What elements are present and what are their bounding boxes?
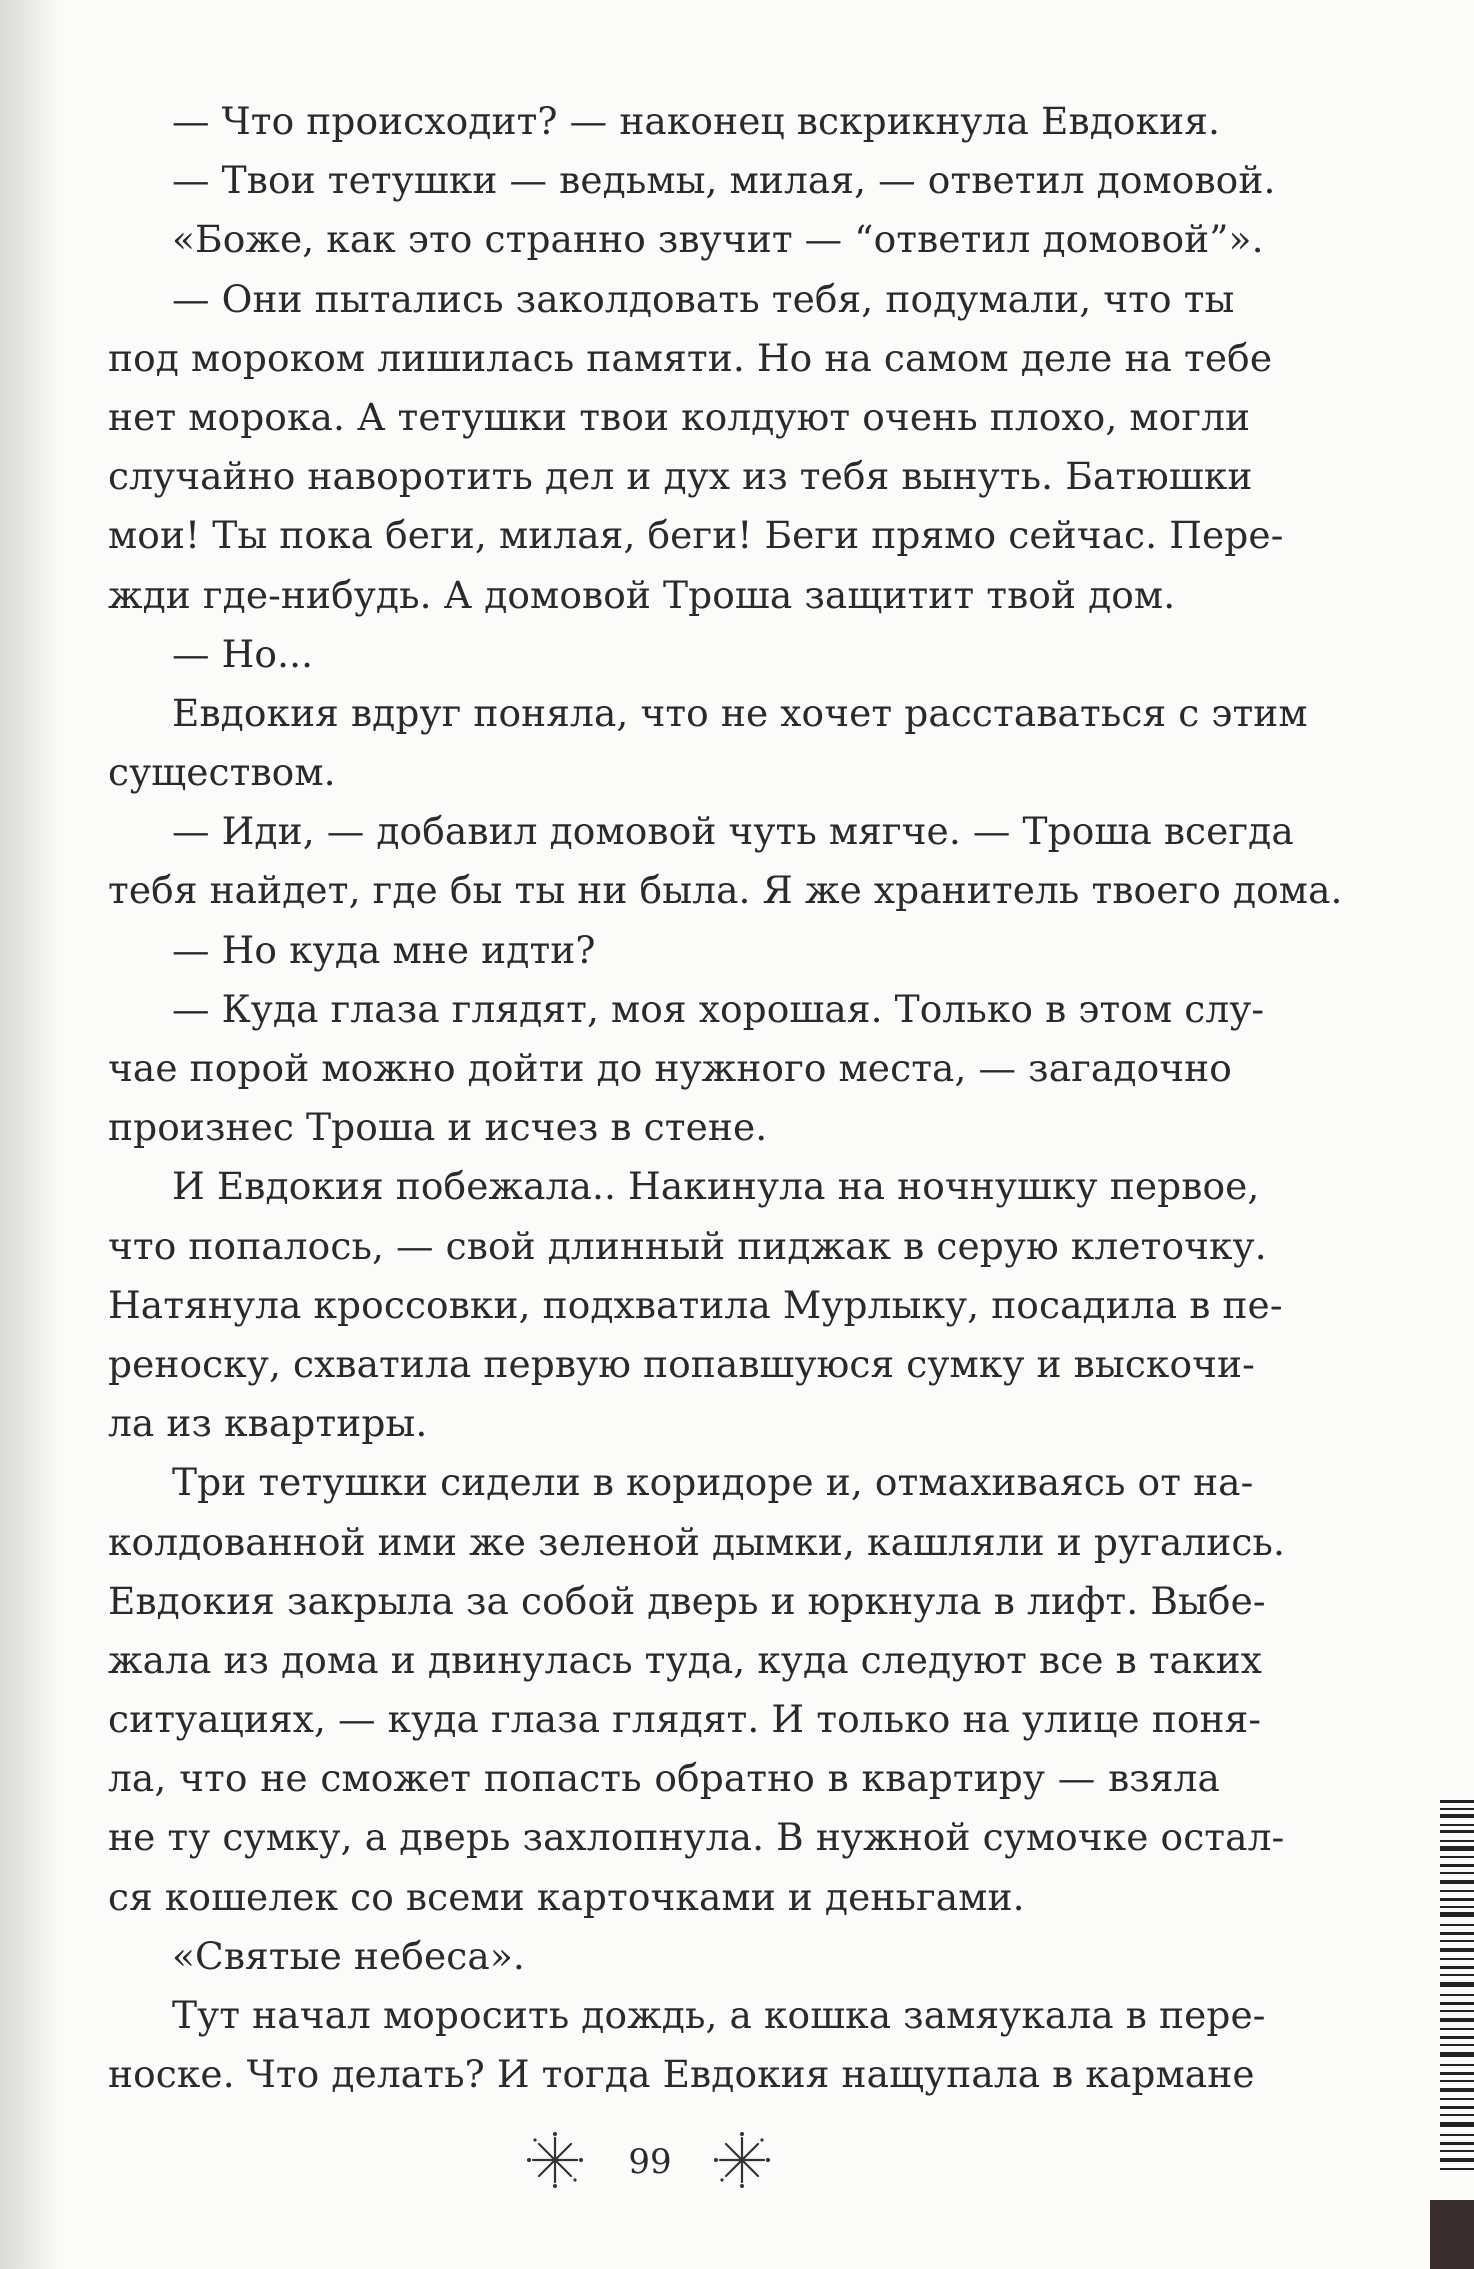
page-text: [108, 92, 1343, 2104]
text-line: ла из квартиры.: [108, 1401, 428, 1446]
text-line: ситуациях, — куда глаза глядят. И только на улице поня-: [108, 1697, 1262, 1742]
book-cover-edge: [1430, 2200, 1474, 2269]
text-line: чае порой можно дойти до нужного места, — загадочно: [108, 1046, 1232, 1090]
text-line: мои! Ты пока беги, милая, беги! Беги прямо сейчас. Пере-: [108, 513, 1284, 558]
text-line: — Но...: [172, 631, 314, 676]
text-line: Натянула кроссовки, подхватила Мурлыку, посадила в пе-: [108, 1282, 1283, 1327]
text-line: не ту сумку, а дверь захлопнула. В нужной сумочке остал-: [108, 1815, 1285, 1860]
text-line: Тут начал моросить дождь, а кошка замяукала в пере-: [172, 1993, 1266, 2037]
text-line: нет морока. А тетушки твои колдуют очень плохо, могли: [108, 394, 1251, 439]
text-line: существом.: [108, 750, 336, 795]
text-line: ла, что не сможет попасть обратно в квартиру — взяла: [108, 1756, 1220, 1801]
text-line: — Иди, — добавил домовой чуть мягче. — Троша всегда: [172, 809, 1294, 854]
text-line: «Боже, как это странно звучит — “ответил домовой”».: [172, 217, 1264, 262]
text-line: — Твои тетушки — ведьмы, милая, — ответил домовой.: [172, 158, 1276, 203]
text-line: — Что происходит? — наконец вскрикнула Евдокия.: [172, 99, 1220, 143]
text-line: Евдокия закрыла за собой дверь и юркнула в лифт. Выбе-: [108, 1578, 1266, 1623]
text-line: жди где-нибудь. А домовой Троша защитит твой дом.: [108, 572, 1176, 617]
page-footer: [0, 2130, 1474, 2200]
page-gutter-shadow: [0, 0, 60, 2269]
page-number: 99: [628, 2142, 672, 2182]
text-line: — Но куда мне идти?: [172, 927, 596, 972]
text-line: тебя найдет, где бы ты ни была. Я же хранитель твоего дома.: [108, 868, 1343, 913]
text-line: случайно наворотить дел и дух из тебя вынуть. Батюшки: [108, 454, 1253, 499]
text-line: колдованной ими же зеленой дымки, кашляли и ругались.: [108, 1519, 1285, 1564]
text-line: — Они пытались заколдовать тебя, подумали, что ты: [172, 276, 1235, 321]
sparkle-ornament-icon: [712, 2130, 772, 2190]
sparkle-ornament-icon: [525, 2130, 585, 2190]
text-line: Евдокия вдруг поняла, что не хочет расставаться с этим: [172, 690, 1308, 735]
text-line: Три тетушки сидели в коридоре и, отмахиваясь от на-: [172, 1460, 1254, 1505]
text-line: носке. Что делать? И тогда Евдокия нащупала в кармане: [108, 2052, 1255, 2097]
text-line: И Евдокия побежала.. Накинула на ночнушку первое,: [172, 1164, 1260, 1209]
text-line: — Куда глаза глядят, моя хорошая. Только в этом слу-: [172, 986, 1265, 1031]
text-line: произнес Троша и исчез в стене.: [108, 1105, 768, 1150]
text-line: реноску, схватила первую попавшуюся сумку и выскочи-: [108, 1341, 1255, 1386]
text-line: «Святые небеса».: [172, 1933, 525, 1978]
barcode-edge: [1440, 1800, 1474, 2180]
text-line: ся кошелек со всеми карточками и деньгами.: [108, 1874, 1025, 1919]
text-line: под мороком лишилась памяти. Но на самом деле на тебе: [108, 335, 1273, 380]
text-line: жала из дома и двинулась туда, куда следуют все в таких: [108, 1637, 1263, 1682]
text-line: что попалось, — свой длинный пиджак в серую клеточку.: [108, 1223, 1267, 1268]
